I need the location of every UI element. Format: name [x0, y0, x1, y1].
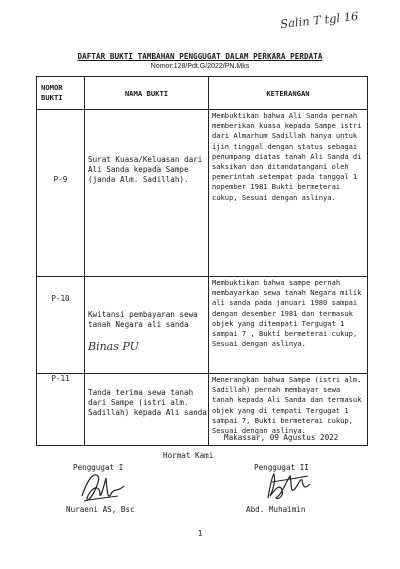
signature-1 — [78, 468, 128, 506]
header-description: KETERANGAN — [209, 77, 368, 110]
header-name: NAMA BUKTI — [85, 77, 209, 110]
evidence-code-cell — [37, 277, 85, 374]
evidence-name-cell — [85, 374, 209, 446]
table-header-row — [37, 77, 368, 110]
header-number: NOMOR BUKTI — [37, 77, 85, 110]
table-row — [37, 110, 368, 277]
evidence-description: Membuktikan bahwa sampe pernah membayarkan sewa tanah Negara milik ali sanda pada januari 1980 sampai dengan desember 1981 dan termasuk objek yang ditempati Tergugat 1 sampai 7 , Bukti bermeterai cukup, Sesuai dengan aslinya. — [209, 277, 368, 374]
place-date: Makassar, 09 Agustus 2022 — [224, 433, 339, 442]
signer2-label: Penggugat II — [254, 463, 309, 472]
signer2-name: Abd. Muhaimin — [246, 505, 306, 514]
evidence-name-cell — [85, 110, 209, 277]
evidence-name-cell — [85, 277, 209, 374]
handwritten-annotation: Binas PU — [88, 340, 139, 354]
evidence-code: P-11 — [51, 374, 70, 383]
evidence-description: Membuktikan bahwa Ali Sanda pernah memberikan kuasa kepada Sampe istri dari Almarhum Sadillah hanya untuk ijin tinggal dengan status sebagai penumpang diatas tanah Ali Sanda di saksikan dan ditandatangani oleh pemerintah setempat pada tanggal 1 nopember 1981 Bukti bermeterai cukup, Sesuai dengan aslinya. — [209, 110, 368, 277]
corner-handwritten-note: Salin T tgl 16 — [279, 8, 359, 32]
evidence-code-cell — [37, 110, 85, 277]
evidence-name: Surat Kuasa/Keluasan dari Ali Sanda kepada Sampe (janda Alm. Sadillah). — [88, 155, 203, 185]
evidence-code: P-10 — [51, 294, 70, 303]
document-title: DAFTAR BUKTI TAMBAHAN PENGGUGAT DALAM PERKARA PERDATA — [77, 52, 323, 61]
evidence-code: P-9 — [53, 175, 68, 184]
evidence-description: Menerangkan bahwa Sampe (istri alm. Sadillah) pernah membayar sewa tanah kepada Ali Sanda dan termasuk objek yang di tempati Tergugat 1 sampai 7, Bukti bermeterai cukup, Sesuai dengan aslinya. — [209, 374, 368, 446]
page-number: 1 — [197, 529, 203, 538]
signer1-name: Nuraeni AS, Bsc — [66, 505, 135, 514]
evidence-table — [36, 76, 368, 446]
closing-salutation: Hormat Kami — [163, 451, 214, 460]
signature-2 — [262, 468, 314, 506]
evidence-name: Kwitansi pembayaran sewa tanah Negara ali sanda — [88, 310, 198, 330]
table-row — [37, 277, 368, 374]
evidence-code-cell — [37, 374, 85, 446]
evidence-name: Tanda terima sewa tanah dari Sampe (istri alm. Sadillah) kepada Ali sanda — [88, 388, 207, 418]
signer1-label: Penggugat I — [73, 463, 124, 472]
case-number: Nomor:128/Pdt.G/2022/PN.Mks — [150, 62, 250, 70]
